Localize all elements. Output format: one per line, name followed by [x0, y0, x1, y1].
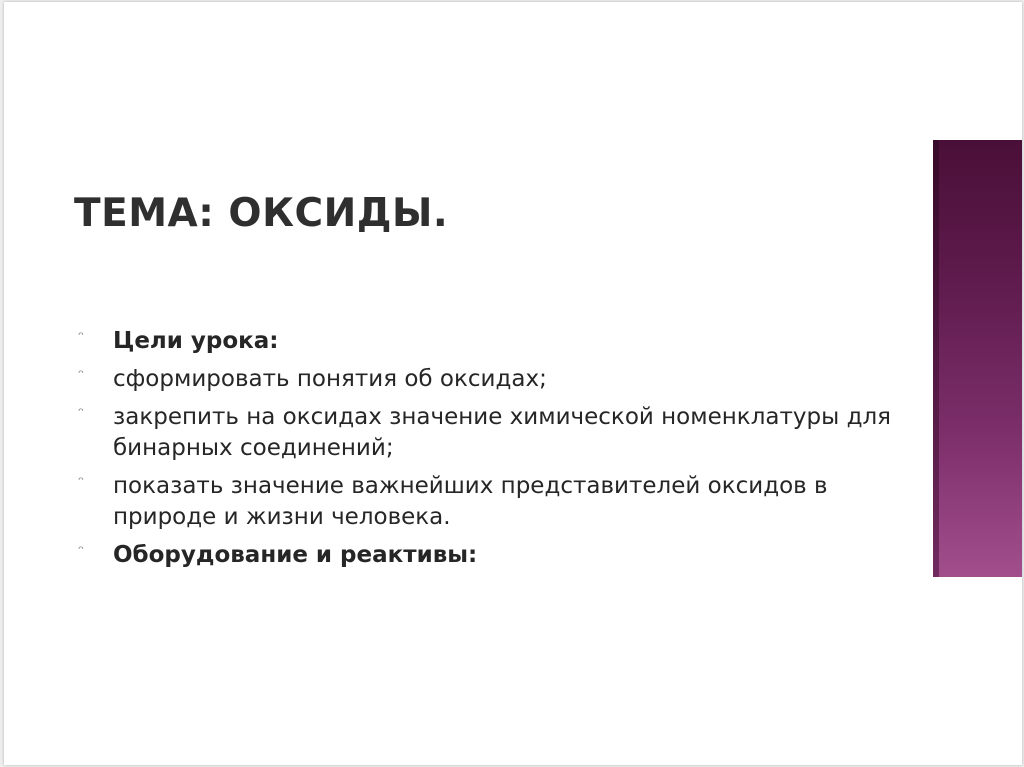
bullet-text: показать значение важнейших представителей оксидов в природе и жизни человека.: [113, 473, 828, 530]
bullet-icon: ᵔ: [78, 366, 85, 384]
bullet-text: закрепить на оксидах значение химической номенклатуры для бинарных соединений;: [113, 404, 892, 461]
bullet-list: [78, 326, 908, 571]
bullet-item-goals: [78, 326, 908, 357]
bullet-item-equipment: [78, 540, 908, 571]
bullet-icon: ᵔ: [78, 473, 85, 491]
slide-title: ТЕМА: ОКСИДЫ.: [74, 191, 449, 236]
bullet-item-form-concepts: [78, 364, 908, 395]
accent-bar: [933, 140, 1022, 577]
bullet-icon: ᵔ: [78, 404, 85, 422]
bullet-icon: ᵔ: [78, 328, 85, 346]
bullet-text: сформировать понятия об оксидах;: [113, 366, 547, 392]
bullet-text: Оборудование и реактивы:: [113, 542, 478, 568]
slide: [4, 2, 1022, 765]
bullet-item-importance: [78, 471, 908, 533]
bullet-text: Цели урока:: [113, 328, 279, 354]
bullet-item-nomenclature: [78, 402, 908, 464]
slide-content: [78, 326, 908, 580]
bullet-icon: ᵔ: [78, 542, 85, 560]
